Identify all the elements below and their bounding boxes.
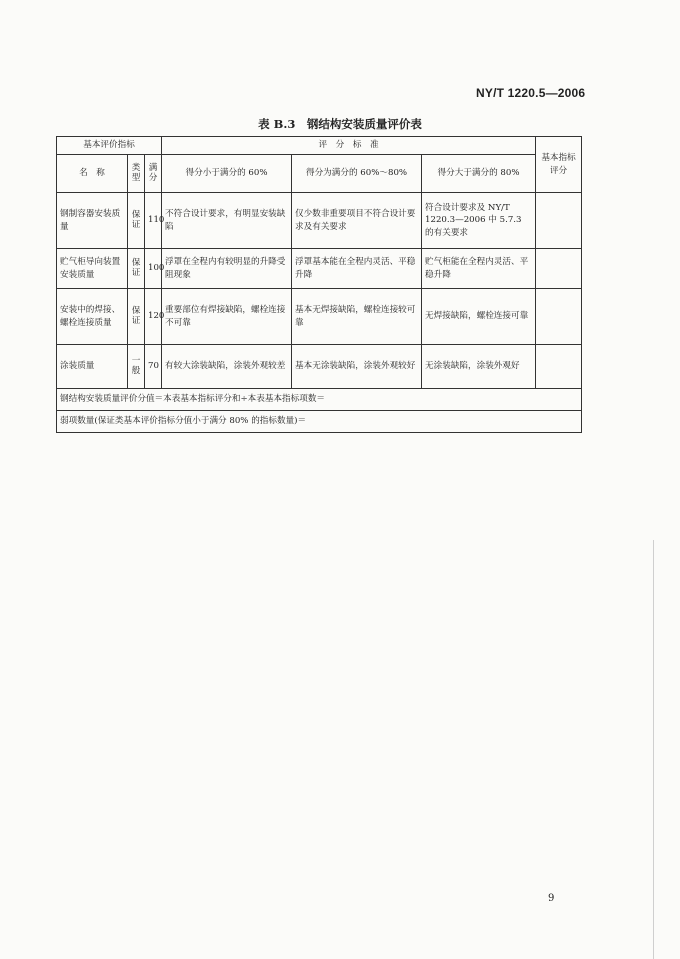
row-below60: 有较大涂装缺陷，涂装外观较差 <box>162 345 292 389</box>
standard-code: NY/T 1220.5—2006 <box>476 86 586 100</box>
row-range60-80: 仅少数非重要项目不符合设计要求及有关要求 <box>292 193 422 249</box>
row-basic-score <box>536 289 582 345</box>
row-below60: 不符合设计要求，有明显安装缺陷 <box>162 193 292 249</box>
row-range60-80: 基本无焊接缺陷，螺栓连接较可靠 <box>292 289 422 345</box>
row-name: 安装中的焊接、螺栓连接质量 <box>57 289 128 345</box>
row-above80: 无焊接缺陷，螺栓连接可靠 <box>422 289 536 345</box>
header-basic-score: 基本指标评分 <box>536 137 582 193</box>
scan-edge-divider <box>653 540 654 959</box>
col-header-above80: 得分大于满分的 80% <box>422 155 536 193</box>
row-basic-score <box>536 345 582 389</box>
row-above80: 无涂装缺陷，涂装外观好 <box>422 345 536 389</box>
row-basic-score <box>536 193 582 249</box>
row-below60: 浮罩在全程内有较明显的升降受阻现象 <box>162 249 292 289</box>
row-score: 120 <box>145 289 162 345</box>
page-number: 9 <box>548 893 555 904</box>
row-score: 110 <box>145 193 162 249</box>
row-above80: 贮气柜能在全程内灵活、平稳升降 <box>422 249 536 289</box>
row-type: 保证 <box>128 289 145 345</box>
summary-score-row: 钢结构安装质量评价分值＝本表基本指标评分和÷本表基本指标项数＝ <box>57 389 582 411</box>
row-above80: 符合设计要求及 NY/T 1220.3—2006 中 5.7.3 的有关要求 <box>422 193 536 249</box>
col-header-full-score: 满分 <box>145 155 162 193</box>
col-header-range60-80: 得分为满分的 60%～80% <box>292 155 422 193</box>
row-score: 70 <box>145 345 162 389</box>
row-range60-80: 基本无涂装缺陷，涂装外观较好 <box>292 345 422 389</box>
row-type: 保证 <box>128 193 145 249</box>
row-type: 保证 <box>128 249 145 289</box>
row-name: 贮气柜导向装置安装质量 <box>57 249 128 289</box>
evaluation-table <box>56 136 582 433</box>
table-row <box>57 249 582 289</box>
table-row <box>57 193 582 249</box>
row-type: 一般 <box>128 345 145 389</box>
col-header-below60: 得分小于满分的 60% <box>162 155 292 193</box>
row-name: 钢制容器安装质量 <box>57 193 128 249</box>
weak-items-row: 弱项数量(保证类基本评价指标分值小于满分 80% 的指标数量)＝ <box>57 411 582 433</box>
table-title: 表 B.3 钢结构安装质量评价表 <box>258 117 422 131</box>
row-score: 100 <box>145 249 162 289</box>
table-row <box>57 345 582 389</box>
col-header-name: 名 称 <box>57 155 128 193</box>
row-basic-score <box>536 249 582 289</box>
row-range60-80: 浮罩基本能在全程内灵活、平稳升降 <box>292 249 422 289</box>
header-basic-indicator: 基本评价指标 <box>57 137 162 155</box>
row-below60: 重要部位有焊接缺陷，螺栓连接不可靠 <box>162 289 292 345</box>
header-scoring-standard: 评 分 标 准 <box>162 137 536 155</box>
row-name: 涂装质量 <box>57 345 128 389</box>
table-row <box>57 289 582 345</box>
col-header-type: 类型 <box>128 155 145 193</box>
